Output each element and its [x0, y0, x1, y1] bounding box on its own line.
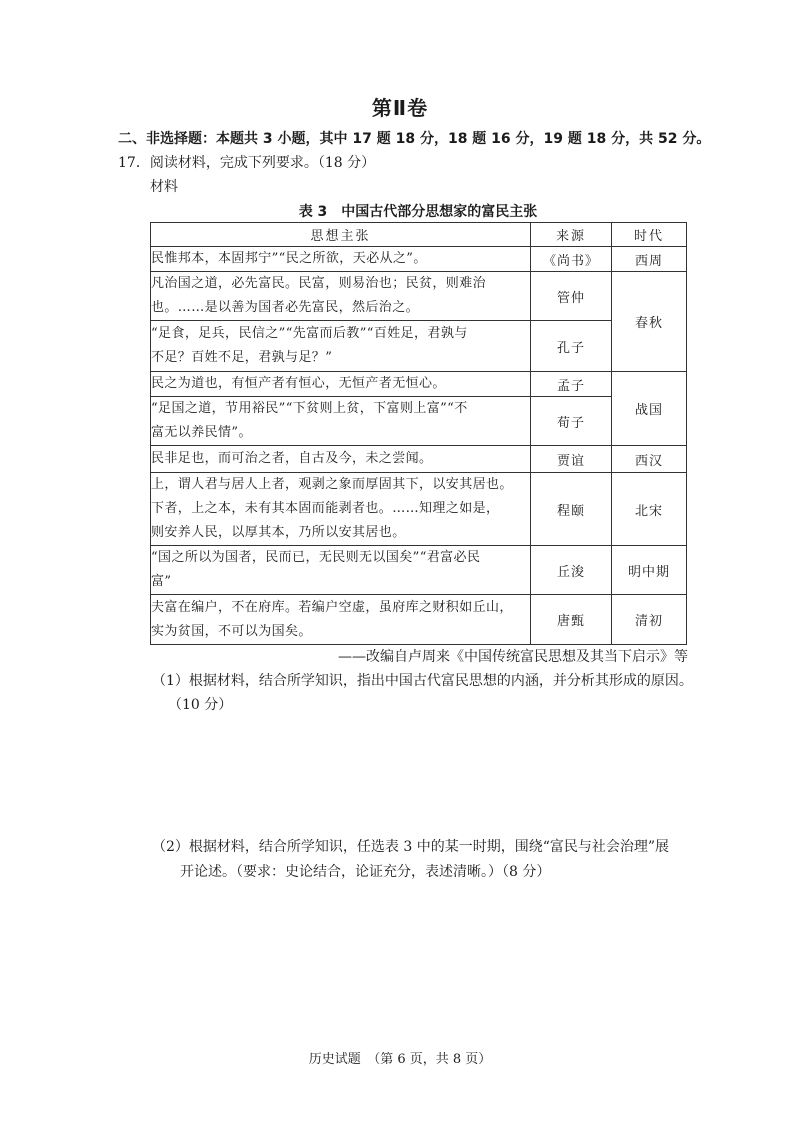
idea-line: 民惟邦本，本固邦宁”“民之所欲，天必从之”。	[151, 251, 427, 266]
idea-cell	[151, 272, 531, 321]
source-cell: 管仲	[531, 272, 612, 321]
header-idea: 思想主张	[151, 223, 531, 247]
table-caption: 表 3 中国古代部分思想家的富民主张	[298, 204, 538, 220]
idea-cell	[151, 595, 531, 645]
header-era: 时代	[612, 223, 687, 247]
era-cell: 北宋	[612, 473, 687, 546]
era-cell: 清初	[612, 595, 687, 645]
idea-line: 则安养人民，以厚其本，乃所以安其居也。	[151, 525, 406, 540]
era-cell: 战国	[612, 372, 687, 446]
idea-cell	[151, 247, 531, 272]
sub-question-2-line-1: （2）根据材料，结合所学知识，任选表 3 中的某一时期，围绕“富民与社会治理”展	[152, 839, 670, 855]
table-row	[151, 473, 687, 546]
table-citation: ——改编自卢周来《中国传统富民思想及其当下启示》等	[338, 649, 688, 665]
table-row	[151, 272, 687, 321]
idea-line: 实为贫国，不可以为国矣。	[151, 623, 312, 639]
idea-line: 也。……是以善为国者必先富民，然后治之。	[151, 300, 420, 315]
idea-line: 富无以养民情”。	[151, 425, 252, 440]
table-row	[151, 372, 687, 397]
header-source: 来源	[531, 223, 612, 247]
idea-line: 民之为道也，有恒产者有恒心，无恒产者无恒心。	[151, 376, 446, 391]
table-row	[151, 247, 687, 272]
idea-line: 上，谓人君与居人上者，观剥之象而厚固其下，以安其居也。	[151, 477, 513, 492]
era-cell: 明中期	[612, 546, 687, 595]
idea-line: 富”	[151, 574, 172, 589]
idea-line: “足食，足兵，民信之”“先富而后教”“百姓足，君孰与	[151, 326, 468, 341]
source-cell: 贾谊	[531, 446, 612, 473]
table-row	[151, 546, 687, 595]
table-row	[151, 321, 687, 372]
question-prompt: 17．阅读材料，完成下列要求。（18 分）	[118, 155, 376, 171]
table-header-row	[151, 223, 687, 247]
table-row	[151, 595, 687, 645]
sub-question-2-line-2: 开论述。（要求：史论结合，论证充分，表述清晰。）（8 分）	[180, 864, 551, 880]
idea-cell	[151, 446, 531, 473]
source-cell: 荀子	[531, 397, 612, 446]
idea-cell	[151, 397, 531, 446]
source-cell: 孔子	[531, 321, 612, 372]
source-cell: 《尚书》	[531, 247, 612, 272]
era-cell: 西汉	[612, 446, 687, 473]
era-cell: 西周	[612, 247, 687, 272]
idea-cell	[151, 546, 531, 595]
idea-cell	[151, 473, 531, 546]
idea-line: “国之所以为国者，民而已，无民则无以国矣”“君富必民	[151, 550, 481, 565]
idea-line: 凡治国之道，必先富民。民富，则易治也；民贫，则难治	[151, 276, 487, 291]
idea-line: 夫富在编户，不在府库。若编户空虚，虽府库之财积如丘山，	[151, 599, 513, 615]
idea-line: “足国之道，节用裕民”“下贫则上贫，下富则上富”“不	[151, 401, 468, 416]
source-cell: 丘浚	[531, 546, 612, 595]
source-cell: 程颐	[531, 473, 612, 546]
idea-cell	[151, 321, 531, 372]
idea-line: 民非足也，而可治之者，自古及今，未之尝闻。	[151, 451, 433, 466]
sub-question-1-line-2: （10 分）	[168, 697, 233, 713]
idea-cell	[151, 372, 531, 397]
section-instructions: 二、非选择题：本题共 3 小题，其中 17 题 18 分，18 题 16 分，19 题 18 分，共 52 分。	[118, 131, 711, 147]
idea-line: 下者，上之本，未有其本固而能剥者也。……知理之如是，	[151, 501, 500, 516]
material-label: 材料	[150, 179, 178, 195]
thinkers-table	[150, 222, 687, 645]
source-cell: 唐甄	[531, 595, 612, 645]
era-cell: 春秋	[612, 272, 687, 372]
page-footer: 历史试题 （第 6 页，共 8 页）	[308, 1052, 492, 1067]
source-cell: 孟子	[531, 372, 612, 397]
table-row	[151, 397, 687, 446]
sub-question-1-line-1: （1）根据材料，结合所学知识，指出中国古代富民思想的内涵，并分析其形成的原因。	[152, 673, 693, 689]
idea-line: 不足？百姓不足，君孰与足？”	[151, 350, 333, 365]
table-row	[151, 446, 687, 473]
section-title: 第Ⅱ卷	[371, 96, 429, 120]
